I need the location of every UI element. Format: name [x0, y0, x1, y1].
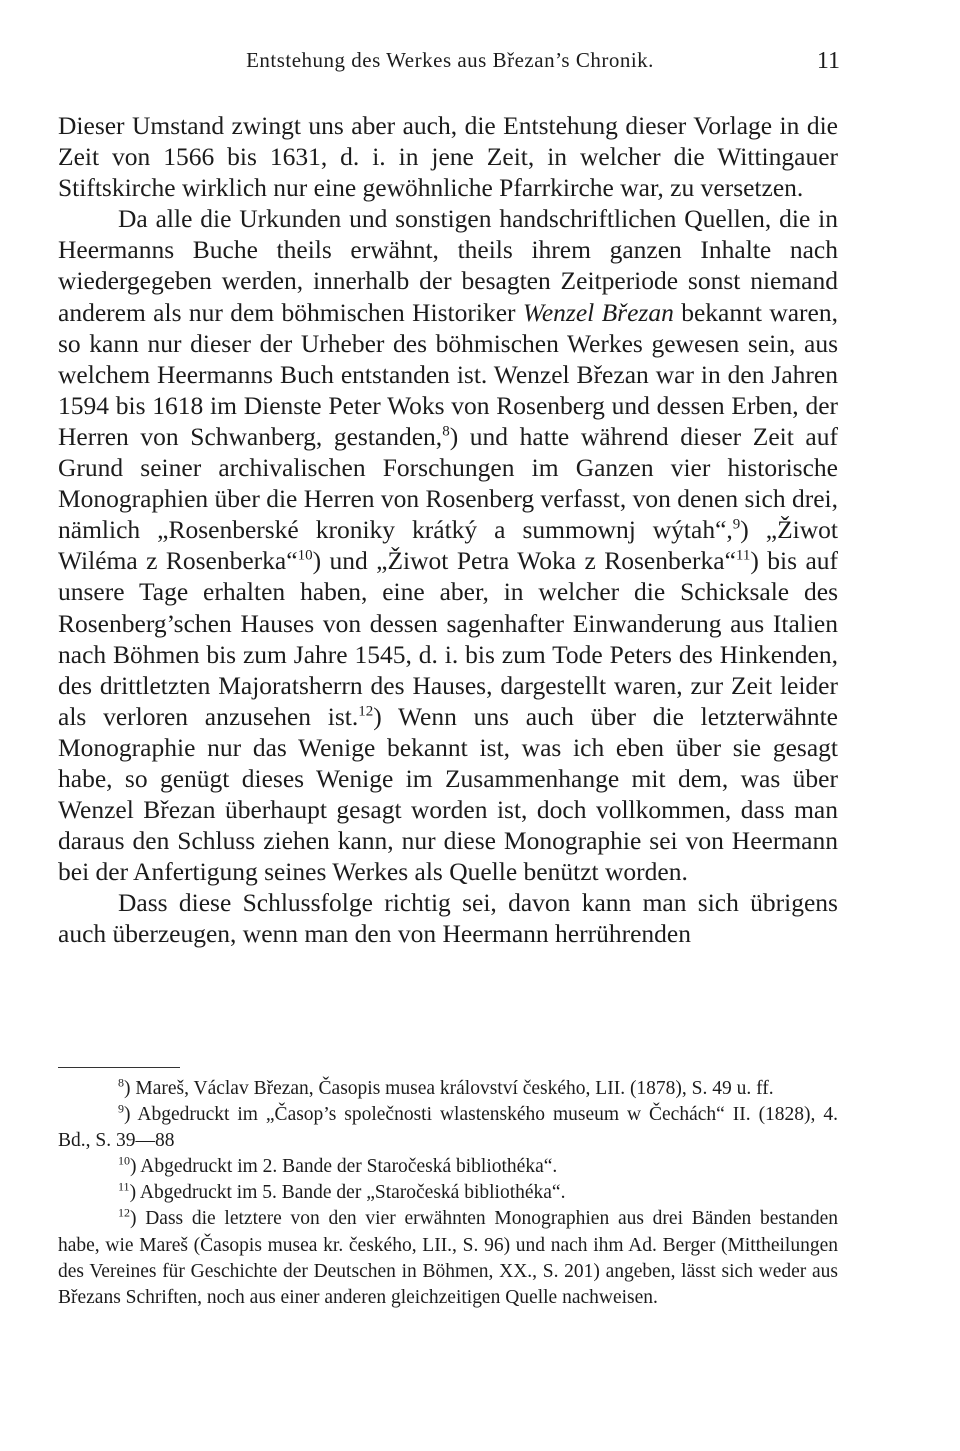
running-title: Entstehung des Werkes aus Březan’s Chronik. — [246, 48, 654, 72]
paragraph-2 — [58, 203, 838, 887]
footnote-ref-9[interactable]: 9 — [732, 516, 741, 533]
page-number: 11 — [816, 48, 840, 74]
paragraph-2-text-g: ) Wenn uns auch über die letzterwähnte Monographie nur das Wenige bekannt ist, was ich eben über sie gesagt habe, so genügt dieses Wenige im Zusammenhange mit dem, was über Wenzel Březan überhaupt gesagt worden ist, doch vollkommen, dass man daraus den Schluss ziehen kann, nur diese Monographie sei von Heermann bei der Anfertigung seines Werkes als Quelle benützt worden. — [58, 701, 838, 887]
footnote-9 — [58, 1102, 838, 1154]
paragraph-2-text-f: ) bis auf unsere Tage erhalten haben, eine aber, in welcher die Schicksale des Rosenberg’schen Hauses von dessen sagenhafter Einwanderung aus Italien nach Böhmen bis zum Jahre 1545, d. i. bis zum Tode Peters des Hinkenden, des drittletzten Majoratsherrn des Hauses, dargestellt waren, zur Zeit leider als verloren anzusehen ist. — [58, 546, 839, 731]
footnote-ref-8[interactable]: 8 — [442, 423, 450, 440]
footnote-text: ) Mareš, Václav Březan, Časopis musea království českého, LII. (1878), S. 49 u. ff. — [124, 1078, 774, 1099]
paragraph-1 — [58, 110, 838, 203]
paragraph-1-text: Dieser Umstand zwingt uns aber auch, die Entstehung dieser Vorlage in die Zeit von 1566 bis 1631, d. i. in jene Zeit, in welcher die Wittingauer Stiftskirche wirklich nur eine gewöhnliche Pfarrkirche war, zu versetzen. — [58, 111, 838, 203]
footnote-divider — [58, 1067, 180, 1068]
footnote-mark: 8 — [118, 1075, 124, 1090]
footnote-text: ) Abgedruckt im 2. Bande der Staročeská bibliothéka“. — [130, 1156, 558, 1178]
footnote-12 — [58, 1206, 838, 1310]
footnote-mark: 9 — [118, 1101, 124, 1116]
footnote-ref-12[interactable]: 12 — [358, 703, 374, 720]
footnote-text: ) Dass die letztere von den vier erwähnten Monographien aus drei Bänden bestanden habe, wie Mareš (Časopis musea kr. českého, LII., S. 96) und nach ihm Ad. Berger (Mittheilungen des Vereines für Geschichte der Deutschen in Böhmen, XX., S. 201) angeben, lässt sich weder aus Březans Schriften, noch aus einer anderen gleichzeitigen Quelle nachweisen. — [58, 1208, 838, 1308]
paragraph-2-text-b: bekannt waren, so kann nur dieser der Urheber des böhmischen Werkes gewesen sein, aus welchem Heermanns Buch entstanden ist. Wenzel Březan war in den Jahren 1594 bis 1618 im Dienste Peter Woks von Rosenberg und dessen Erben, der Herren von Schwanberg, gestanden, — [58, 297, 838, 451]
footnote-8 — [58, 1076, 838, 1102]
paragraph-2-text-e: ) und „Žiwot Petra Woka z Rosenberka“ — [312, 546, 736, 576]
footnote-10 — [58, 1154, 838, 1180]
paragraph-2-text-a: Da alle die Urkunden und sonstigen handschriftlichen Quellen, die in Heermanns Buche theils erwähnt, theils ihrem ganzen Inhalte nach wiedergegeben werden, innerhalb der besagten Zeitperiode sonst niemand anderem als nur dem böhmischen Historiker — [58, 204, 838, 327]
paragraph-2-text-d: ) „Žiwot Wiléma z Rosenberka“ — [58, 515, 838, 576]
footnote-text: ) Abgedruckt im „Časop’s společnosti wlastenského museum w Čechách“ II. (1828), 4. Bd., S. 39—88 — [58, 1104, 838, 1152]
footnotes — [58, 1076, 838, 1311]
footnote-text: ) Abgedruckt im 5. Bande der „Staročeská bibliothéka“. — [129, 1182, 566, 1204]
paragraph-3-text: Dass diese Schlussfolge richtig sei, davon kann man sich übrigens auch überzeugen, wenn man den von Heermann herrührenden — [58, 888, 838, 949]
footnote-11 — [58, 1180, 838, 1206]
footnote-mark: 11 — [118, 1179, 130, 1194]
paragraph-2-text-c: ) und hatte während dieser Zeit auf Grund seiner archivalischen Forschungen im Ganzen vier historische Monographien über die Herren von Rosenberg verfasst, von denen sich drei, nämlich „Rosenberské kroniky krátký a summownj wýtah“, — [58, 421, 838, 545]
footnote-ref-11[interactable]: 11 — [735, 547, 751, 564]
footnote-mark: 10 — [118, 1153, 130, 1168]
footnote-ref-10[interactable]: 10 — [297, 547, 313, 564]
page-header — [60, 48, 840, 84]
main-text — [58, 110, 838, 950]
footnote-mark: 12 — [118, 1205, 130, 1220]
paragraph-3 — [58, 887, 838, 949]
author-name-italic: Wenzel Březan — [522, 297, 674, 327]
